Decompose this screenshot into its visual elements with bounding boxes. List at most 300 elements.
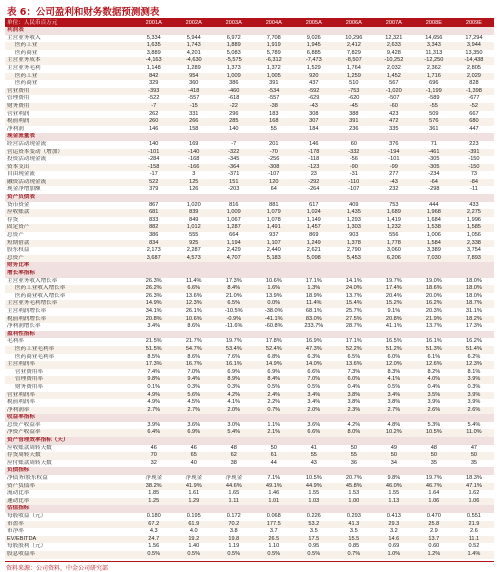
table-cell: 11.4% [186, 277, 202, 284]
row-label: 财务费用率 [15, 383, 43, 390]
table-cell: 16.1% [425, 338, 442, 345]
section-header-row [5, 262, 494, 270]
table-row [5, 429, 494, 437]
table-cell: 7.4% [147, 368, 161, 375]
table-cell: 7.3% [347, 368, 361, 375]
table-cell: -178 [294, 149, 334, 157]
row-label: 经营活动现金流 [7, 140, 47, 147]
table-cell: 8.2% [427, 368, 441, 375]
table-cell: 8.1% [467, 368, 481, 375]
table-cell: 净现金 [185, 475, 203, 482]
table-cell: -10.5% [224, 307, 243, 314]
table-cell: 21.7% [185, 338, 202, 345]
table-cell: -12,250 [414, 57, 454, 65]
table-cell: 183 [269, 110, 279, 117]
table-cell: 17.8% [265, 338, 282, 345]
table-cell: 3.5 [349, 528, 358, 535]
table-cell: 6.5% [347, 353, 361, 360]
table-cell: 3,944 [454, 42, 494, 50]
table-cell: 20.3% [425, 307, 442, 314]
table-cell: -90 [334, 164, 374, 172]
table-cell: -8,507 [334, 57, 374, 65]
source-note: 资料来源：公司资料，中金公司研究部 [6, 564, 109, 572]
table-cell: 12.6% [414, 361, 454, 369]
table-cell: -557 [268, 95, 280, 102]
table-cell: 47 [470, 444, 478, 451]
table-cell: 24.7 [134, 536, 174, 544]
table-row [5, 149, 494, 157]
table-cell: 3,389 [426, 247, 441, 254]
table-cell: 5,944 [186, 34, 201, 41]
table-cell: 19.8 [214, 536, 254, 544]
table-cell: -38 [254, 103, 294, 111]
table-cell: 65 [174, 452, 214, 460]
table-cell: 17.5 [294, 536, 334, 544]
table-cell: 0.5% [387, 383, 401, 390]
header-year: 2002A [174, 19, 214, 27]
table-cell: -4,163 [134, 57, 174, 65]
table-row [5, 392, 494, 400]
table-cell: 17,294 [465, 34, 483, 41]
table-cell: 4.1% [374, 376, 414, 384]
row-label: 医药工业毛利率 [5, 346, 134, 354]
table-cell: 17.3% [134, 361, 174, 369]
table-cell: 7,829 [346, 49, 361, 56]
table-cell: 1,078 [266, 216, 281, 223]
table-cell: 937 [269, 232, 279, 239]
table-cell: 223 [469, 140, 479, 147]
header-year: 2008E [414, 19, 454, 27]
table-cell: 1.53 [348, 490, 360, 497]
table-cell: 18.9% [305, 292, 322, 299]
table-cell: 266 [174, 118, 214, 126]
table-cell: 1.2% [414, 551, 454, 559]
table-row [5, 255, 494, 263]
table-cell: -194 [374, 149, 414, 157]
table-cell: 46.7% [414, 483, 454, 491]
table-cell: 13.7% [345, 292, 362, 299]
row-label: 主营利润率 [5, 361, 134, 369]
row-label: 税前利润增长率 [5, 316, 134, 324]
table-cell: -5,575 [214, 57, 254, 65]
table-cell: 0.7% [334, 551, 374, 559]
row-label: 净资产收益率 [5, 429, 134, 437]
table-cell: 0.95 [308, 543, 320, 550]
table-row [5, 369, 494, 377]
table-row [5, 452, 494, 460]
table-cell: -14,438 [454, 57, 494, 65]
table-cell: 8.6% [187, 323, 201, 330]
table-cell: 2,029 [454, 73, 494, 81]
table-cell: 5.4% [214, 429, 254, 437]
row-label: 主营利润增长率 [7, 307, 47, 314]
table-cell: 10.6% [174, 316, 214, 324]
table-row [5, 126, 494, 134]
table-cell: 6.6% [307, 368, 321, 375]
table-cell: -123 [294, 164, 334, 172]
table-cell: 2.3% [334, 407, 374, 415]
table-cell: 10.2% [374, 429, 414, 437]
row-label: 医药商业毛利率 [15, 353, 55, 360]
row-label: 流动比率 [7, 490, 30, 497]
table-row [5, 57, 494, 65]
table-cell: -31 [349, 171, 358, 178]
table-cell: -150 [454, 164, 494, 172]
table-cell: -11 [470, 186, 478, 193]
row-label: 管理费用率 [5, 376, 134, 384]
table-cell: 6.8% [267, 353, 281, 360]
table-cell: 35 [470, 459, 478, 466]
table-row [5, 445, 494, 453]
table-cell: 233.7% [304, 323, 324, 330]
table-cell: 38.2% [134, 483, 174, 491]
table-cell: 6.9% [267, 368, 281, 375]
table-cell: 7,030 [414, 255, 454, 263]
table-cell: 2.6% [454, 407, 494, 415]
table-row [5, 490, 494, 498]
table-cell: 6,206 [374, 255, 414, 263]
table-cell: 3.9% [454, 392, 494, 400]
table-cell: 4.1% [227, 399, 241, 406]
table-cell: 6.6% [294, 429, 334, 437]
table-cell: 62 [214, 452, 254, 460]
table-cell: 16.1% [214, 361, 254, 369]
table-row [5, 179, 494, 187]
table-cell: 447 [469, 125, 479, 132]
table-cell: -7 [231, 140, 237, 147]
table-cell: 8.5% [147, 353, 161, 360]
row-label: 货币资金 [7, 201, 30, 208]
table-cell: 1,249 [294, 240, 334, 248]
table-row [5, 111, 494, 119]
table-cell: -52 [454, 103, 494, 111]
table-cell: 146 [309, 140, 319, 147]
table-row [5, 300, 494, 308]
table-cell: 576 [414, 118, 454, 126]
table-row [5, 536, 494, 544]
table-cell: 20.7% [345, 475, 362, 482]
table-cell: 140 [149, 140, 159, 147]
table-cell: 2,032 [386, 64, 401, 71]
table-cell: 423 [389, 110, 399, 117]
table-cell: 34.1% [145, 307, 162, 314]
table-cell: 126 [189, 186, 199, 193]
table-row [5, 202, 494, 210]
table-cell: 11.0% [454, 429, 494, 437]
table-row [5, 551, 494, 559]
table-cell: 10.6% [265, 277, 282, 284]
table-cell: 6,972 [226, 34, 241, 41]
table-cell: 7,708 [266, 34, 281, 41]
row-label: EV/EBITDA [5, 536, 134, 544]
row-label: 净利润 [7, 125, 24, 132]
table-row [5, 103, 494, 111]
table-cell: 0.5% [174, 551, 214, 559]
table-cell: 696 [429, 80, 439, 87]
table-row [5, 528, 494, 536]
table-cell: 4.2% [347, 421, 361, 428]
table-cell: 168 [254, 118, 294, 126]
table-cell: 13.6% [185, 292, 202, 299]
table-cell: 9.8% [387, 475, 401, 482]
table-cell: 0.7% [254, 407, 294, 415]
table-cell: 379 [149, 186, 159, 193]
table-cell: 1,529 [306, 64, 321, 71]
table-row [5, 88, 494, 96]
table-row [5, 224, 494, 232]
table-cell: 437 [309, 80, 319, 87]
table-cell: -391 [454, 149, 494, 157]
table-cell: 70.2 [214, 521, 254, 529]
table-cell: -7,473 [294, 57, 334, 65]
table-cell: 45.8% [334, 483, 374, 491]
table-cell: 9,428 [386, 49, 401, 56]
table-cell: 1,067 [226, 216, 241, 223]
table-cell: -393 [134, 88, 174, 96]
table-cell: -107 [268, 171, 280, 178]
table-cell: 8.6% [187, 353, 201, 360]
table-cell: -0.9% [214, 316, 254, 324]
row-label: 医药商业 [15, 80, 38, 87]
table-cell: 2.6% [414, 407, 454, 415]
table-cell: 3.4% [294, 392, 334, 400]
table-cell: 1,107 [254, 240, 294, 248]
table-cell: -1,020 [374, 88, 414, 96]
table-cell: 14,656 [425, 34, 443, 41]
table-cell: 1,716 [414, 73, 454, 81]
table-cell: 4.0% [414, 376, 454, 384]
table-cell: 184 [309, 125, 319, 132]
table-cell: 41 [310, 444, 317, 451]
table-cell: 617 [309, 201, 319, 208]
table-cell: -70 [254, 149, 294, 157]
section-header-row [5, 133, 494, 141]
table-cell: 331 [189, 110, 199, 117]
table-cell: 361 [429, 125, 439, 132]
row-label: 主营业务毛利 [7, 64, 41, 71]
table-cell: 680 [454, 118, 494, 126]
table-cell: 1,889 [214, 42, 254, 50]
table-cell: 9.1% [387, 307, 401, 314]
row-label: 税前利润 [5, 118, 134, 126]
table-cell: -17 [149, 171, 158, 178]
table-cell: 48 [230, 444, 237, 451]
financial-forecast-table [5, 19, 494, 559]
table-cell: -7 [134, 103, 174, 111]
table-cell: 13.7 [414, 536, 454, 544]
table-cell: -41.1% [254, 316, 294, 324]
table-cell: 1,303 [334, 224, 374, 232]
table-row [5, 338, 494, 346]
table-cell: 1,584 [414, 240, 454, 248]
table-cell: 29.3 [374, 521, 414, 529]
table-cell: 236 [349, 125, 359, 132]
table-cell: 49 [390, 444, 397, 451]
table-cell: 11,313 [425, 49, 443, 56]
table-cell: 50 [270, 444, 277, 451]
table-cell: 14.6 [374, 536, 414, 544]
row-label: 资产负债率 [5, 483, 134, 491]
row-label: 市盈率 [5, 521, 134, 529]
row-label: 医药商业收入增长率 [15, 292, 66, 299]
header-year: 2005A [294, 19, 334, 27]
table-row [5, 171, 494, 179]
table-cell: 47.1% [454, 483, 494, 491]
table-cell: 46 [150, 444, 157, 451]
table-cell: 232 [389, 186, 399, 193]
row-label: 现金净增加额 [7, 186, 41, 193]
table-row [5, 232, 494, 240]
table-row [5, 460, 494, 468]
table-cell: 6.2% [467, 353, 481, 360]
table-cell: 10.5% [305, 475, 322, 482]
table-cell: 285 [214, 118, 254, 126]
table-cell: -322 [214, 149, 254, 157]
table-cell: 48 [430, 444, 437, 451]
table-cell: 2,362 [426, 64, 441, 71]
table-row [5, 346, 494, 354]
table-row [5, 376, 494, 384]
table-cell: 869 [309, 232, 319, 239]
row-label: 主营业务收入增长率 [7, 277, 58, 284]
table-cell: -298 [428, 186, 440, 193]
table-cell: 38 [230, 459, 237, 466]
table-cell: 0.52 [468, 543, 480, 550]
section-label: 收益率指标 [5, 414, 494, 422]
table-cell: -10,252 [374, 57, 414, 65]
table-cell: 2.0% [214, 407, 254, 415]
table-cell: 834 [134, 240, 174, 248]
table-cell: 1,372 [266, 64, 281, 71]
row-label: 固定资产 [5, 224, 134, 232]
table-cell: 0.69 [388, 543, 400, 550]
table-cell: 3.8 [229, 528, 238, 535]
table-cell: 0.413 [386, 513, 401, 519]
table-cell: 0.4% [427, 383, 441, 390]
table-cell: 151 [214, 179, 254, 187]
table-cell: 0.5% [307, 383, 321, 390]
table-cell: 1.55 [308, 490, 320, 497]
table-cell: 20.8% [374, 316, 414, 324]
table-cell: -84 [454, 179, 494, 187]
row-label: 管理费用 [7, 95, 30, 102]
row-label: 短期借款 [5, 240, 134, 248]
row-label: 净利润率 [5, 407, 134, 415]
subsection-header-row [5, 331, 494, 339]
table-cell: 5,083 [226, 49, 241, 56]
table-cell: -753 [334, 88, 374, 96]
table-cell: -45 [334, 103, 374, 111]
table-row [5, 80, 494, 88]
table-cell: 0.226 [306, 513, 321, 519]
table-cell: 335 [389, 125, 399, 132]
table-cell: 1.56 [148, 543, 160, 550]
table-cell: 1,538 [414, 224, 454, 232]
table-cell: 8.4% [254, 376, 294, 384]
table-cell: 14.0% [294, 361, 334, 369]
subsection-header-row [5, 437, 494, 445]
table-cell: 3,754 [466, 247, 481, 254]
table-cell: 2,633 [374, 42, 414, 50]
table-cell: 1.25 [134, 498, 174, 506]
table-cell: 5,334 [146, 34, 161, 41]
row-label: 营业利润率 [5, 392, 134, 400]
table-cell: -150 [468, 156, 480, 163]
table-cell: 51.2% [374, 346, 414, 354]
table-cell: 3.4% [147, 323, 161, 330]
table-row [5, 50, 494, 58]
table-cell: 43 [310, 459, 317, 466]
table-cell: 6.0% [387, 353, 401, 360]
table-cell: 1,968 [414, 209, 454, 217]
table-cell: 882 [134, 224, 174, 232]
table-row [5, 164, 494, 172]
table-row [5, 323, 494, 331]
table-cell: 3,343 [414, 42, 454, 50]
table-cell: 1,289 [186, 64, 201, 71]
table-cell: 2.2% [267, 399, 281, 406]
table-row [5, 42, 494, 50]
table-cell: 19.0% [425, 277, 442, 284]
table-cell: 1,743 [174, 42, 214, 50]
table-cell: 0.195 [186, 513, 201, 519]
table-row [5, 316, 494, 324]
table-cell: 13,350 [465, 49, 483, 56]
row-label: 医药工业收入增长率 [5, 285, 134, 293]
table-row [5, 407, 494, 415]
table-cell: 1,020 [186, 201, 201, 208]
table-cell: 52.2% [334, 346, 374, 354]
table-cell: 18.0% [454, 285, 494, 293]
table-cell: 1,009 [214, 209, 254, 217]
table-cell: 8.9% [214, 376, 254, 384]
table-cell: 816 [229, 201, 239, 208]
table-cell: 329 [149, 80, 159, 87]
table-row [5, 422, 494, 430]
table-cell: 1,778 [374, 240, 414, 248]
table-cell: 27.5% [334, 316, 374, 324]
table-cell: 1.10 [268, 543, 280, 550]
table-cell: 26.1% [185, 307, 202, 314]
table-row [5, 95, 494, 103]
table-row [5, 118, 494, 126]
table-cell: 17.3% [225, 277, 242, 284]
table-cell: -234 [428, 171, 440, 178]
table-cell: 1,006 [426, 232, 441, 239]
table-cell: -522 [148, 95, 160, 102]
table-cell: 1,919 [254, 42, 294, 50]
table-cell: 53.2 [294, 521, 334, 529]
row-label: 融资活动现金流 [5, 179, 134, 187]
table-cell: 3,060 [386, 247, 401, 254]
table-cell: 472 [374, 118, 414, 126]
table-cell: 8.0% [334, 429, 374, 437]
table-cell: 6.9% [227, 368, 241, 375]
table-cell: 7,893 [454, 255, 494, 263]
table-cell: 1.06 [454, 498, 494, 506]
table-cell: 925 [174, 240, 214, 248]
table-row [5, 354, 494, 362]
table-cell: 6.0% [334, 376, 374, 384]
table-cell: 21.0% [225, 292, 242, 299]
table-cell: 522 [134, 179, 174, 187]
table-cell: 44.6% [214, 483, 254, 491]
table-cell: 7.1% [267, 475, 281, 482]
header-year: 2004A [254, 19, 294, 27]
table-cell: 0.551 [466, 513, 481, 519]
table-cell: 0.60 [428, 543, 440, 550]
table-cell: 71 [430, 140, 437, 147]
